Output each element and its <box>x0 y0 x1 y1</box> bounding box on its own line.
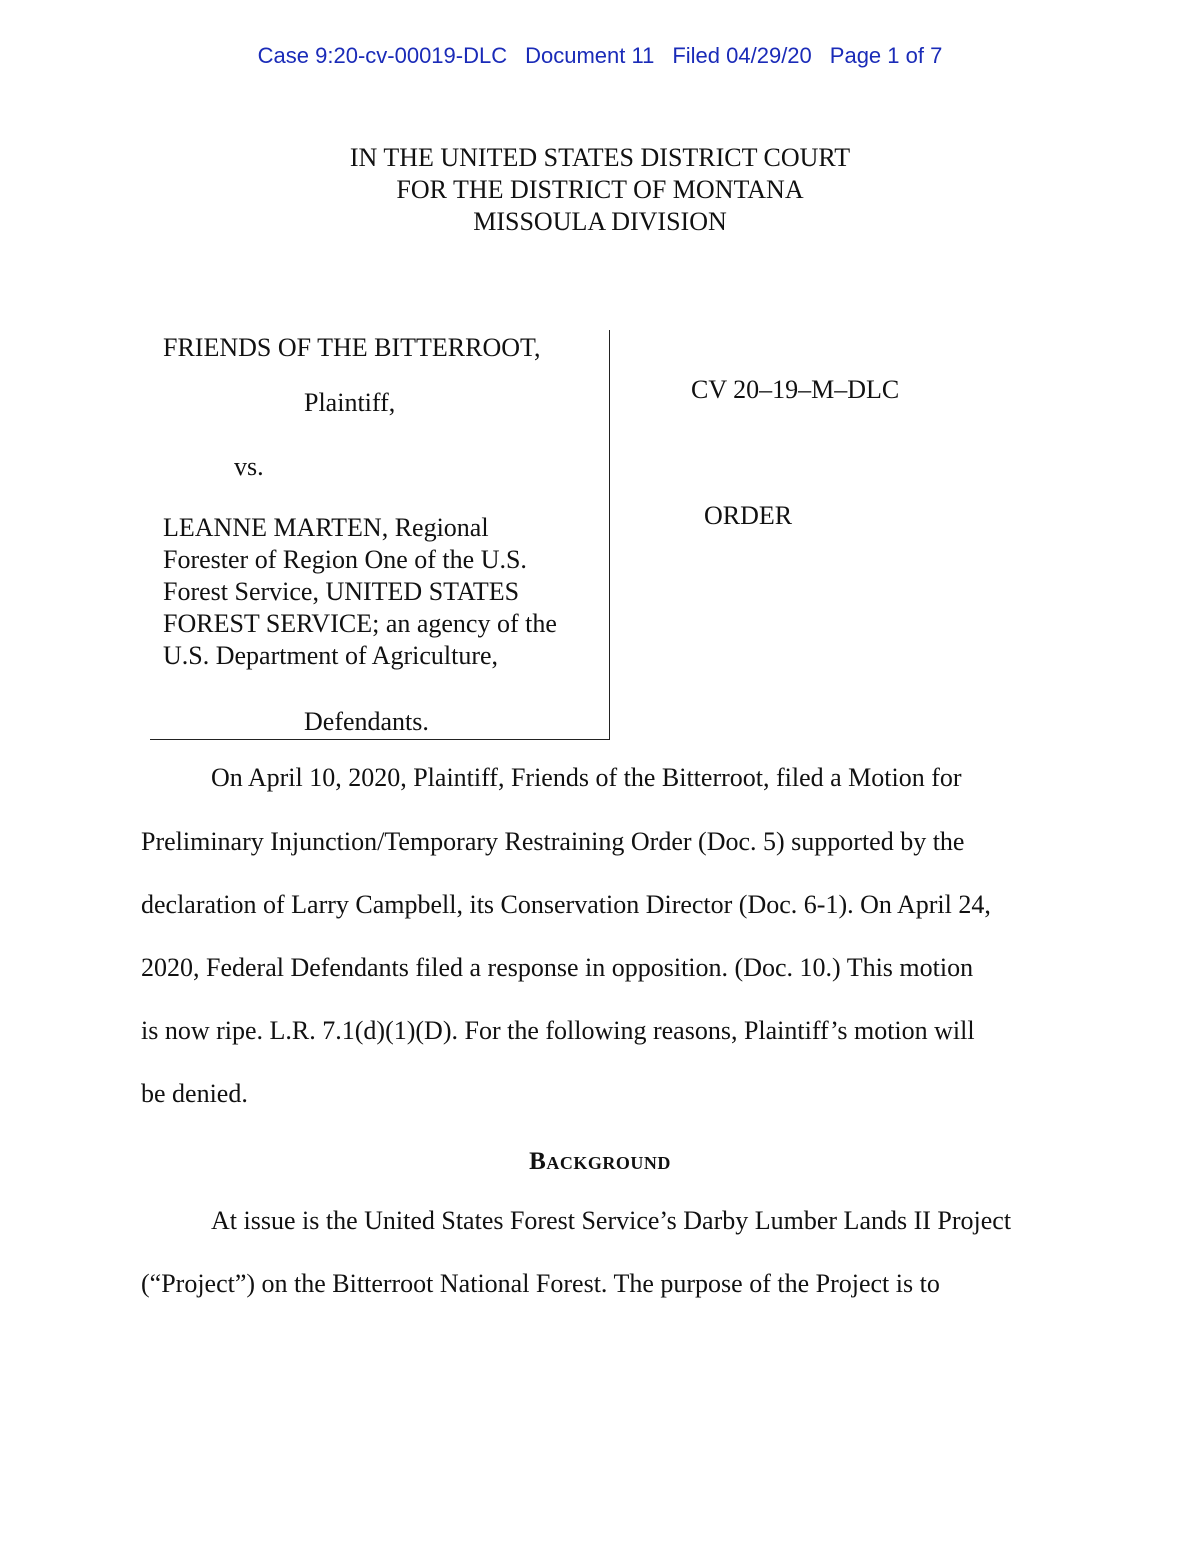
paragraph-line: (“Project”) on the Bitterroot National Forest. The purpose of the Project is to <box>141 1269 940 1298</box>
court-title-line-3: MISSOULA DIVISION <box>473 207 727 236</box>
defendants-role: Defendants. <box>304 707 429 736</box>
paragraph-line: be denied. <box>141 1079 248 1108</box>
defendants-line-2: Forester of Region One of the U.S. <box>163 545 527 574</box>
court-title-line-2: FOR THE DISTRICT OF MONTANA <box>396 175 804 204</box>
civil-case-number: CV 20–19–M–DLC <box>691 375 900 404</box>
versus-label: vs. <box>234 452 264 481</box>
paragraph-line: At issue is the United States Forest Service’s Darby Lumber Lands II Project <box>211 1206 1012 1235</box>
paragraph-line: is now ripe. L.R. 7.1(d)(1)(D). For the following reasons, Plaintiff’s motion will <box>141 1016 975 1045</box>
defendants-line-1: LEANNE MARTEN, Regional <box>163 513 489 542</box>
document-type: ORDER <box>704 501 793 530</box>
document-number-stamp: Document 11 <box>525 43 655 68</box>
plaintiff-role: Plaintiff, <box>304 388 396 417</box>
filing-header <box>0 43 1200 69</box>
paragraph-line: Preliminary Injunction/Temporary Restraining Order (Doc. 5) supported by the <box>141 827 965 856</box>
defendants-block <box>163 512 557 672</box>
paragraph-line: On April 10, 2020, Plaintiff, Friends of the Bitterroot, filed a Motion for <box>211 763 962 792</box>
defendants-line-5: U.S. Department of Agriculture, <box>163 641 499 670</box>
page-number-stamp: Page 1 of 7 <box>829 43 943 68</box>
defendants-line-4: FOREST SERVICE; an agency of the <box>163 609 557 638</box>
case-number-stamp: Case 9:20-cv-00019-DLC <box>257 43 508 68</box>
plaintiff-name: FRIENDS OF THE BITTERROOT, <box>163 333 541 362</box>
defendants-line-3: Forest Service, UNITED STATES <box>163 577 520 606</box>
filed-date-stamp: Filed 04/29/20 <box>672 43 812 68</box>
paragraph-line: declaration of Larry Campbell, its Conservation Director (Doc. 6-1). On April 24, <box>141 890 991 919</box>
paragraph-line: 2020, Federal Defendants filed a response in opposition. (Doc. 10.) This motion <box>141 953 974 982</box>
court-title <box>0 142 1200 238</box>
court-title-line-1: IN THE UNITED STATES DISTRICT COURT <box>349 143 851 172</box>
section-heading-background: Background <box>529 1148 671 1175</box>
